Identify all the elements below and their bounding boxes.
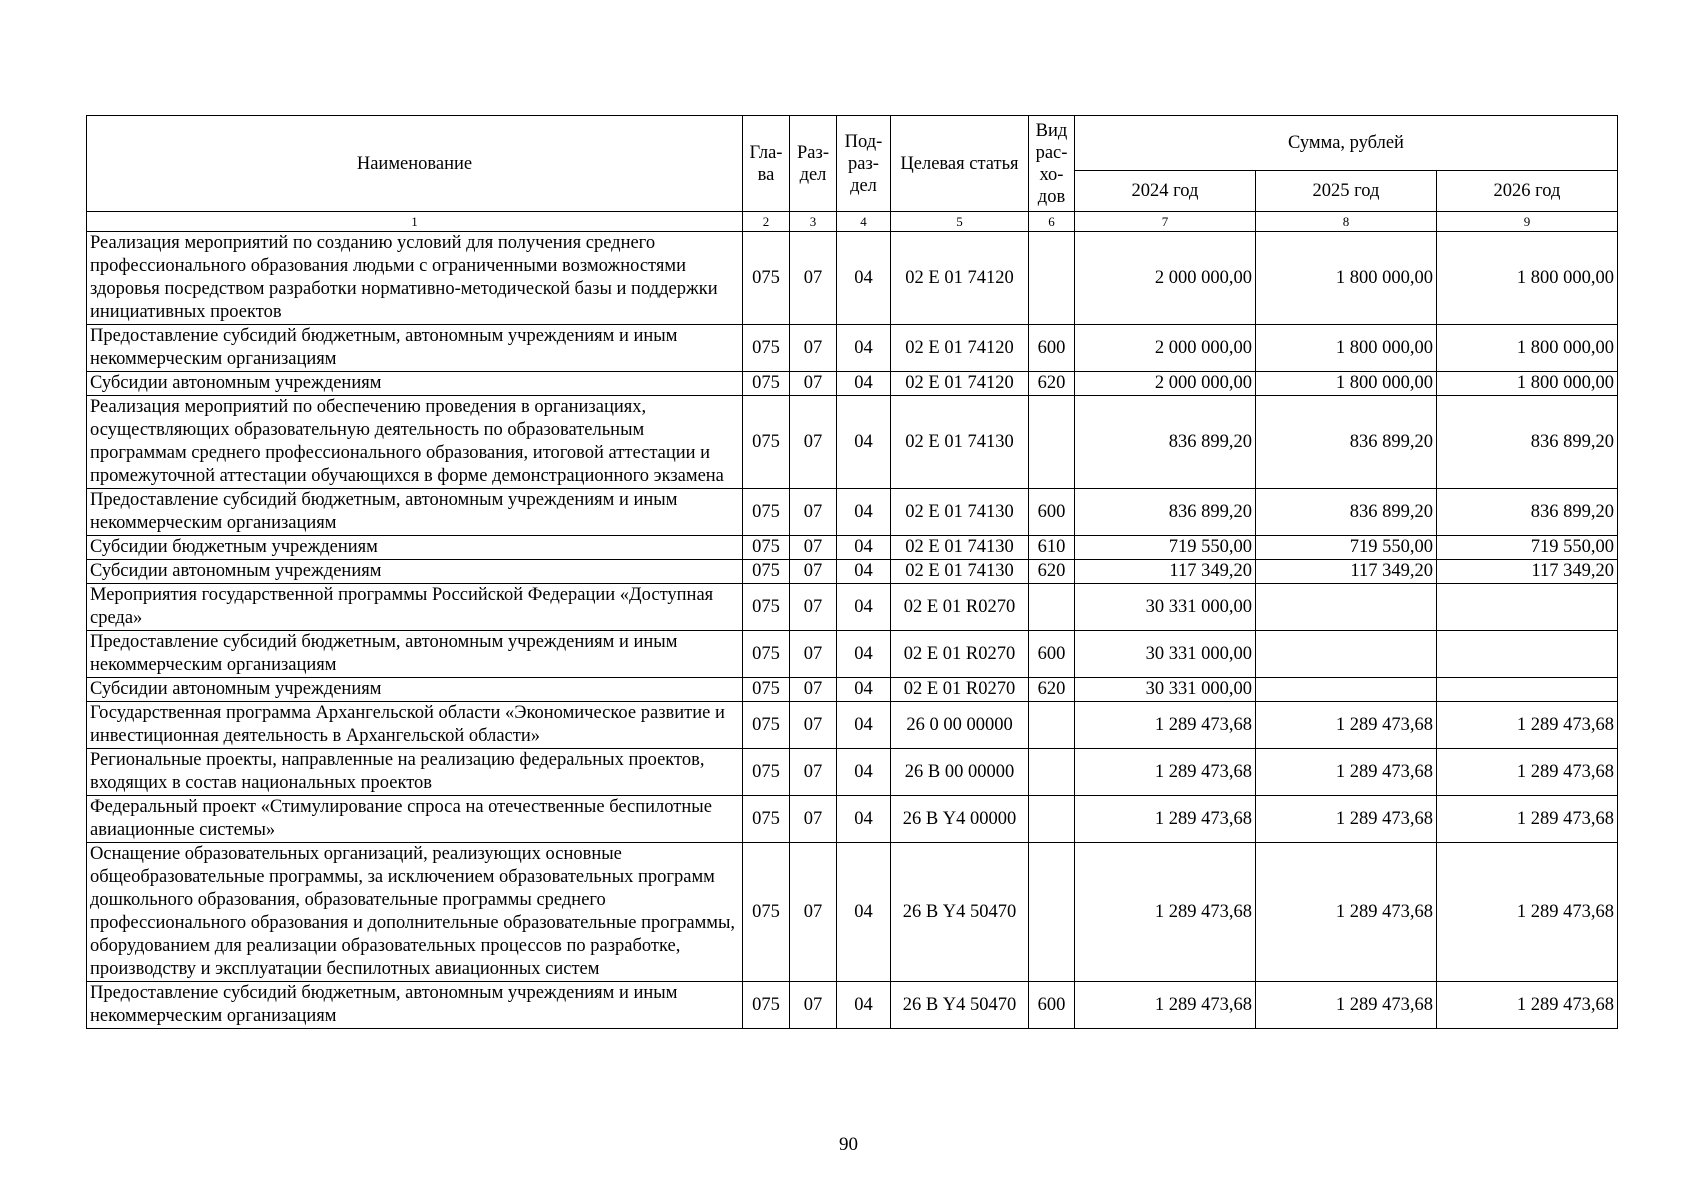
sum-2024-cell: 2 000 000,00 (1075, 325, 1256, 372)
target-cell: 02 Е 01 74120 (891, 325, 1029, 372)
section-cell: 07 (790, 678, 837, 702)
target-cell: 02 Е 01 74120 (891, 372, 1029, 396)
section-cell: 07 (790, 560, 837, 584)
page-number: 90 (839, 1134, 858, 1155)
table-row (87, 702, 1618, 749)
sum-2024-cell: 836 899,20 (1075, 396, 1256, 489)
target-cell: 26 В 00 00000 (891, 749, 1029, 796)
header-chapter: Гла-ва (743, 116, 790, 212)
sum-2026-cell: 1 289 473,68 (1437, 702, 1618, 749)
target-cell: 02 Е 01 R0270 (891, 584, 1029, 631)
sum-2025-cell: 1 800 000,00 (1256, 372, 1437, 396)
sum-2025-cell: 1 289 473,68 (1256, 843, 1437, 982)
chapter-cell: 075 (743, 536, 790, 560)
section-cell: 07 (790, 536, 837, 560)
chapter-cell: 075 (743, 560, 790, 584)
name-cell: Предоставление субсидий бюджетным, автономным учреждениям и иным некоммерческим организациям (87, 325, 743, 372)
column-number-cell: 9 (1437, 212, 1618, 232)
chapter-cell: 075 (743, 325, 790, 372)
target-cell: 02 Е 01 74130 (891, 560, 1029, 584)
chapter-cell: 075 (743, 631, 790, 678)
expense-type-cell (1029, 843, 1075, 982)
target-cell: 02 Е 01 74120 (891, 232, 1029, 325)
target-cell: 26 В Y4 00000 (891, 796, 1029, 843)
section-cell: 07 (790, 372, 837, 396)
table-row (87, 489, 1618, 536)
budget-table (86, 115, 1618, 1029)
name-cell: Федеральный проект «Стимулирование спроса на отечественные беспилотные авиационные системы» (87, 796, 743, 843)
section-cell: 07 (790, 702, 837, 749)
table-row (87, 536, 1618, 560)
chapter-cell: 075 (743, 982, 790, 1029)
sum-2025-cell: 1 800 000,00 (1256, 325, 1437, 372)
expense-type-cell: 610 (1029, 536, 1075, 560)
sum-2026-cell: 1 800 000,00 (1437, 372, 1618, 396)
subsection-cell: 04 (837, 982, 891, 1029)
expense-type-cell: 600 (1029, 489, 1075, 536)
sum-2025-cell (1256, 584, 1437, 631)
expense-type-cell (1029, 584, 1075, 631)
table-row (87, 560, 1618, 584)
subsection-cell: 04 (837, 372, 891, 396)
sum-2025-cell: 1 800 000,00 (1256, 232, 1437, 325)
section-cell: 07 (790, 584, 837, 631)
target-cell: 02 Е 01 R0270 (891, 631, 1029, 678)
table-row (87, 982, 1618, 1029)
sum-2026-cell (1437, 678, 1618, 702)
sum-2026-cell: 117 349,20 (1437, 560, 1618, 584)
target-cell: 02 Е 01 74130 (891, 489, 1029, 536)
sum-2025-cell: 719 550,00 (1256, 536, 1437, 560)
chapter-cell: 075 (743, 796, 790, 843)
name-cell: Предоставление субсидий бюджетным, автономным учреждениям и иным некоммерческим организациям (87, 631, 743, 678)
header-name: Наименование (87, 116, 743, 212)
table-row (87, 843, 1618, 982)
header-year-2026: 2026 год (1437, 171, 1618, 212)
expense-type-cell: 600 (1029, 631, 1075, 678)
expense-type-cell (1029, 702, 1075, 749)
sum-2024-cell: 719 550,00 (1075, 536, 1256, 560)
chapter-cell: 075 (743, 749, 790, 796)
name-cell: Оснащение образовательных организаций, реализующих основные общеобразовательные программы, за исключением образовательных программ дошкольного образования, образовательные программы среднего профессионального образования и дополнительные образовательные программы, оборудованием для реализации образовательных процессов по разработке, производству и эксплуатации беспилотных авиационных систем (87, 843, 743, 982)
expense-type-cell (1029, 232, 1075, 325)
column-number-cell: 5 (891, 212, 1029, 232)
name-cell: Предоставление субсидий бюджетным, автономным учреждениям и иным некоммерческим организациям (87, 489, 743, 536)
subsection-cell: 04 (837, 232, 891, 325)
name-cell: Мероприятия государственной программы Российской Федерации «Доступная среда» (87, 584, 743, 631)
name-cell: Государственная программа Архангельской области «Экономическое развитие и инвестиционная деятельность в Архангельской области» (87, 702, 743, 749)
sum-2026-cell: 1 289 473,68 (1437, 749, 1618, 796)
subsection-cell: 04 (837, 560, 891, 584)
sum-2025-cell (1256, 678, 1437, 702)
subsection-cell: 04 (837, 796, 891, 843)
expense-type-cell: 620 (1029, 372, 1075, 396)
column-number-cell: 3 (790, 212, 837, 232)
sum-2024-cell: 836 899,20 (1075, 489, 1256, 536)
section-cell: 07 (790, 232, 837, 325)
section-cell: 07 (790, 796, 837, 843)
chapter-cell: 075 (743, 678, 790, 702)
chapter-cell: 075 (743, 232, 790, 325)
target-cell: 26 0 00 00000 (891, 702, 1029, 749)
sum-2024-cell: 1 289 473,68 (1075, 796, 1256, 843)
section-cell: 07 (790, 396, 837, 489)
sum-2026-cell: 1 800 000,00 (1437, 232, 1618, 325)
sum-2025-cell: 836 899,20 (1256, 489, 1437, 536)
sum-2025-cell: 117 349,20 (1256, 560, 1437, 584)
column-number-cell: 7 (1075, 212, 1256, 232)
column-number-cell: 2 (743, 212, 790, 232)
sum-2026-cell: 836 899,20 (1437, 396, 1618, 489)
chapter-cell: 075 (743, 396, 790, 489)
subsection-cell: 04 (837, 843, 891, 982)
section-cell: 07 (790, 631, 837, 678)
sum-2024-cell: 2 000 000,00 (1075, 232, 1256, 325)
subsection-cell: 04 (837, 489, 891, 536)
section-cell: 07 (790, 843, 837, 982)
header-expense-type: Вид рас-хо-дов (1029, 116, 1075, 212)
target-cell: 02 Е 01 74130 (891, 536, 1029, 560)
column-number-cell: 6 (1029, 212, 1075, 232)
subsection-cell: 04 (837, 631, 891, 678)
table-row (87, 631, 1618, 678)
subsection-cell: 04 (837, 584, 891, 631)
column-number-cell: 8 (1256, 212, 1437, 232)
subsection-cell: 04 (837, 702, 891, 749)
table-row (87, 584, 1618, 631)
name-cell: Реализация мероприятий по обеспечению проведения в организациях, осуществляющих образовательную деятельность по образовательным программам среднего профессионального образования, итоговой аттестации и промежуточной аттестации обучающихся в форме демонстрационного экзамена (87, 396, 743, 489)
sum-2024-cell: 1 289 473,68 (1075, 982, 1256, 1029)
sum-2024-cell: 2 000 000,00 (1075, 372, 1256, 396)
expense-type-cell: 620 (1029, 678, 1075, 702)
sum-2025-cell (1256, 631, 1437, 678)
sum-2026-cell: 1 289 473,68 (1437, 982, 1618, 1029)
table-row (87, 232, 1618, 325)
target-cell: 26 В Y4 50470 (891, 843, 1029, 982)
target-cell: 02 Е 01 R0270 (891, 678, 1029, 702)
sum-2026-cell: 1 289 473,68 (1437, 843, 1618, 982)
chapter-cell: 075 (743, 372, 790, 396)
name-cell: Реализация мероприятий по созданию условий для получения среднего профессионального образования людьми с ограниченными возможностями здоровья посредством разработки нормативно-методической базы и поддержки инициативных проектов (87, 232, 743, 325)
expense-type-cell (1029, 796, 1075, 843)
sum-2026-cell: 836 899,20 (1437, 489, 1618, 536)
chapter-cell: 075 (743, 489, 790, 536)
table-row (87, 678, 1618, 702)
chapter-cell: 075 (743, 584, 790, 631)
sum-2026-cell: 719 550,00 (1437, 536, 1618, 560)
sum-2026-cell: 1 289 473,68 (1437, 796, 1618, 843)
section-cell: 07 (790, 325, 837, 372)
section-cell: 07 (790, 489, 837, 536)
sum-2024-cell: 1 289 473,68 (1075, 702, 1256, 749)
table-row (87, 372, 1618, 396)
sum-2025-cell: 1 289 473,68 (1256, 702, 1437, 749)
expense-type-cell: 620 (1029, 560, 1075, 584)
sum-2024-cell: 1 289 473,68 (1075, 749, 1256, 796)
name-cell: Субсидии бюджетным учреждениям (87, 536, 743, 560)
sum-2026-cell: 1 800 000,00 (1437, 325, 1618, 372)
sum-2026-cell (1437, 584, 1618, 631)
name-cell: Субсидии автономным учреждениям (87, 678, 743, 702)
sum-2024-cell: 117 349,20 (1075, 560, 1256, 584)
expense-type-cell: 600 (1029, 325, 1075, 372)
chapter-cell: 075 (743, 702, 790, 749)
sum-2024-cell: 1 289 473,68 (1075, 843, 1256, 982)
sum-2025-cell: 836 899,20 (1256, 396, 1437, 489)
column-number-cell: 4 (837, 212, 891, 232)
expense-type-cell: 600 (1029, 982, 1075, 1029)
name-cell: Субсидии автономным учреждениям (87, 560, 743, 584)
header-year-2024: 2024 год (1075, 171, 1256, 212)
table-row (87, 749, 1618, 796)
expense-type-cell (1029, 749, 1075, 796)
header-target: Целевая статья (891, 116, 1029, 212)
expense-type-cell (1029, 396, 1075, 489)
section-cell: 07 (790, 749, 837, 796)
sum-2024-cell: 30 331 000,00 (1075, 678, 1256, 702)
section-cell: 07 (790, 982, 837, 1029)
table-row (87, 796, 1618, 843)
name-cell: Предоставление субсидий бюджетным, автономным учреждениям и иным некоммерческим организациям (87, 982, 743, 1029)
column-number-cell: 1 (87, 212, 743, 232)
subsection-cell: 04 (837, 396, 891, 489)
subsection-cell: 04 (837, 325, 891, 372)
sum-2026-cell (1437, 631, 1618, 678)
chapter-cell: 075 (743, 843, 790, 982)
subsection-cell: 04 (837, 749, 891, 796)
subsection-cell: 04 (837, 678, 891, 702)
target-cell: 26 В Y4 50470 (891, 982, 1029, 1029)
header-year-2025: 2025 год (1256, 171, 1437, 212)
sum-2025-cell: 1 289 473,68 (1256, 796, 1437, 843)
subsection-cell: 04 (837, 536, 891, 560)
name-cell: Региональные проекты, направленные на реализацию федеральных проектов, входящих в состав национальных проектов (87, 749, 743, 796)
sum-2025-cell: 1 289 473,68 (1256, 982, 1437, 1029)
table-body (87, 232, 1618, 1029)
header-sum-group: Сумма, рублей (1075, 116, 1618, 171)
header-section: Раз-дел (790, 116, 837, 212)
name-cell: Субсидии автономным учреждениям (87, 372, 743, 396)
sum-2024-cell: 30 331 000,00 (1075, 584, 1256, 631)
sum-2024-cell: 30 331 000,00 (1075, 631, 1256, 678)
table-row (87, 396, 1618, 489)
sum-2025-cell: 1 289 473,68 (1256, 749, 1437, 796)
header-subsection: Под-раз-дел (837, 116, 891, 212)
column-numbers-row (87, 212, 1618, 232)
target-cell: 02 Е 01 74130 (891, 396, 1029, 489)
table-row (87, 325, 1618, 372)
